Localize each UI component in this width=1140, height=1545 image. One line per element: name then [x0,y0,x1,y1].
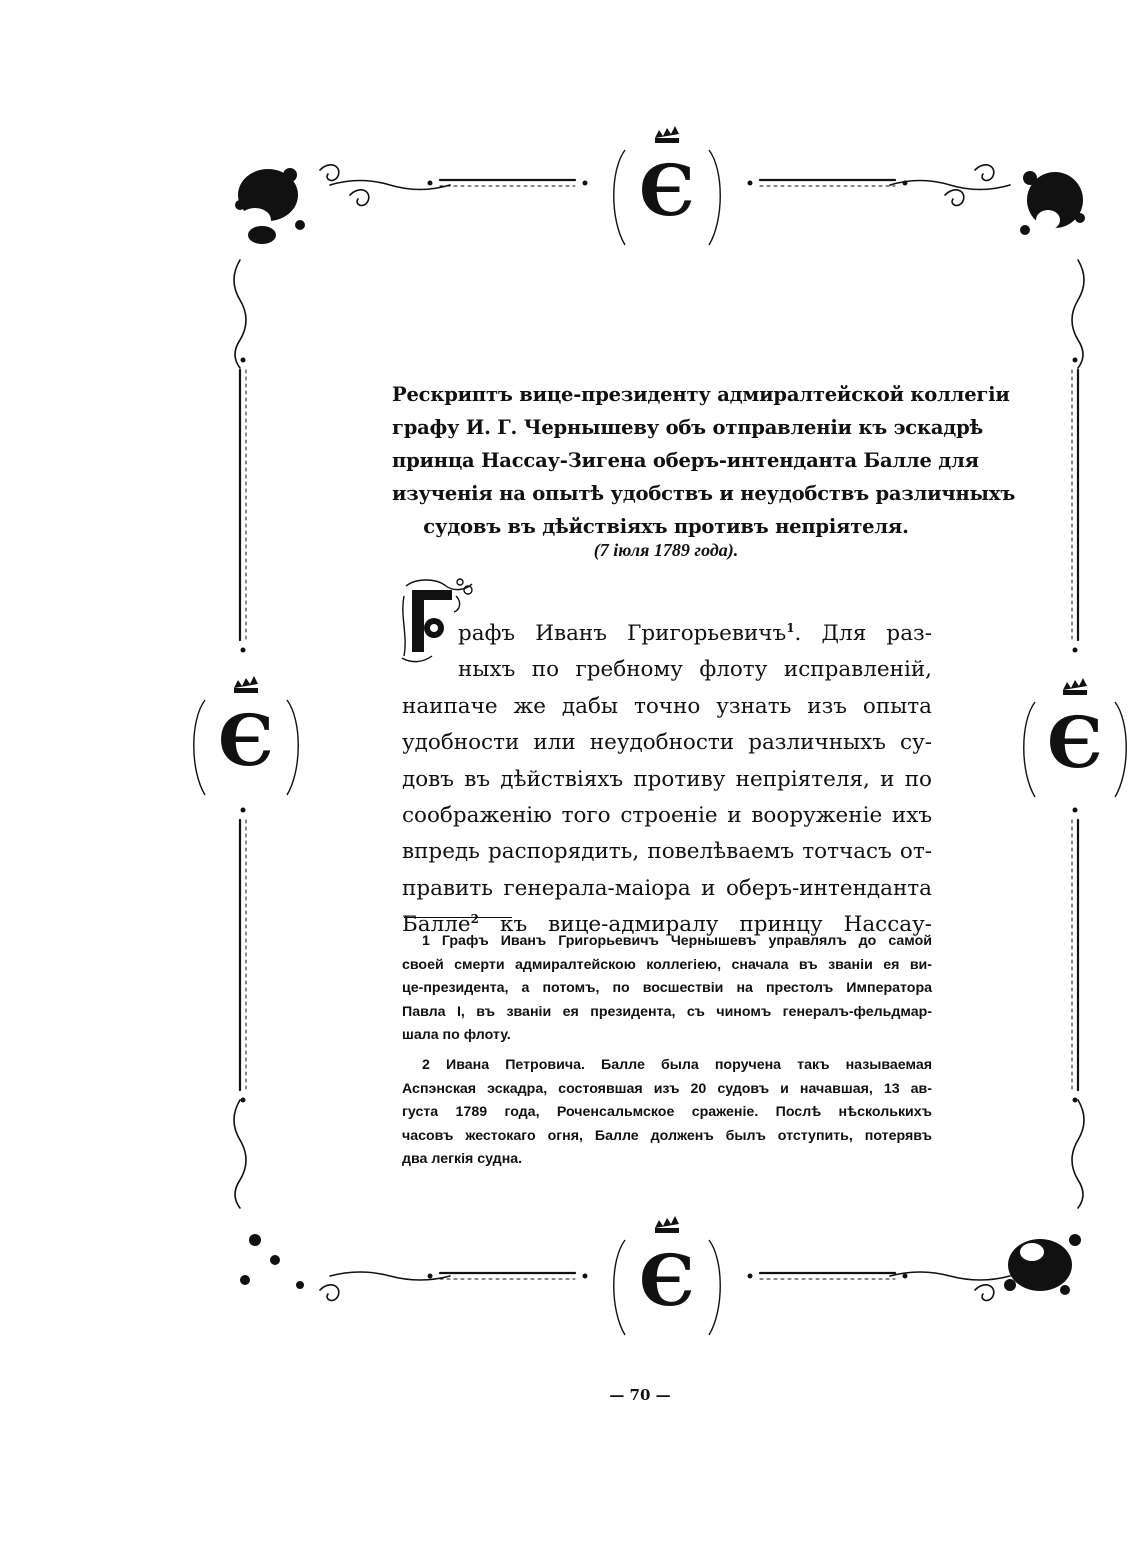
title-line: Рескриптъ вице-президенту адмиралтейской коллегіи [392,383,1010,406]
footnote-1-line: своей смерти адмиралтейскою коллегіею, сначала въ званіи ея ви- [402,956,932,973]
body-line: соображенію того строеніе и вооруженіе ихъ [402,803,932,829]
svg-text:Є: Є [639,149,695,232]
footnote-1-line: шала по флоту. [402,1027,511,1044]
monogram-icon-bottom [614,1216,721,1335]
footnote-1-line: це-президента, а потомъ, по восшествіи на престолъ Императора [402,980,932,997]
svg-text:Є: Є [1047,701,1103,784]
corner-ornament-top-left [235,168,305,244]
document-date: (7 іюля 1789 года). [593,540,739,560]
corner-ornament-bottom-right [1004,1234,1081,1295]
footnote-1-line: 1 Графъ Иванъ Григорьевичъ Чернышевъ управлялъ до самой [422,933,932,949]
monogram-icon-right [1024,678,1127,797]
title-line: судовъ въ дѣйствіяхъ противъ непріятеля. [423,515,909,538]
footnote-2-line: два легкія судна. [402,1151,523,1168]
footnote-2-line: часовъ жестокаго огня, Балле долженъ былъ отступить, потерявъ [402,1127,932,1144]
footnote-divider [404,917,512,918]
body-text [402,616,932,944]
corner-ornament-top-right [1020,171,1085,235]
page-number: — 70 — [609,1386,671,1404]
title-line: графу И. Г. Чернышеву объ отправленіи къ эскадрѣ [392,416,984,439]
footnote-2-line: густа 1789 года, Роченсальмское сраженіе. Послѣ нѣсколькихъ [402,1104,932,1121]
body-line-1: рафъ Иванъ Григорьевичъ [458,621,787,646]
monogram-icon-top [614,126,721,245]
body-line-1-tail: . Для раз- [794,621,933,646]
body-line: наипаче же дабы точно узнать изъ опыта [402,693,932,719]
body-line: довъ въ дѣйствіяхъ противу непріятеля, и по [402,766,932,792]
footnote-2-line: 2 Ивана Петровича. Балле была поручена такъ называемая [422,1056,932,1073]
footnote-ref-2[interactable]: 2 [470,912,480,927]
document-title [392,378,1016,543]
body-line: править генерала-маіора и оберъ-интенданта [402,875,932,901]
body-line-9-start: Балле [402,912,471,938]
title-line: принца Нассау-Зигена оберъ-интенданта Балле для [392,449,979,472]
body-line-9-end: къ вице-адмиралу принцу Нассау- [479,912,932,938]
footnote-2-line: Аспэнская эскадра, состоявшая изъ 20 судовъ и начавшая, 13 ав- [402,1080,932,1097]
corner-ornament-bottom-left [240,1234,304,1289]
monogram-icon-left [194,676,299,795]
body-line: удобности или неудобности различныхъ су- [402,730,932,756]
footnote-ref-1[interactable]: 1 [786,620,795,635]
title-line: изученія на опытѣ удобствъ и неудобствъ различныхъ [392,482,1016,505]
svg-text:Є: Є [639,1239,695,1322]
body-line [402,616,932,652]
crown-icon [655,126,679,138]
svg-text:Є: Є [218,699,274,782]
footnote-1-line: Павла I, въ званіи ея президента, съ чиномъ генералъ-фельдмар- [402,1003,932,1020]
body-line: впредь распорядить, повелѣваемъ тотчасъ от- [402,839,932,865]
footnotes [402,930,932,1172]
body-line: ныхъ по гребному флоту исправленій, [458,657,932,683]
